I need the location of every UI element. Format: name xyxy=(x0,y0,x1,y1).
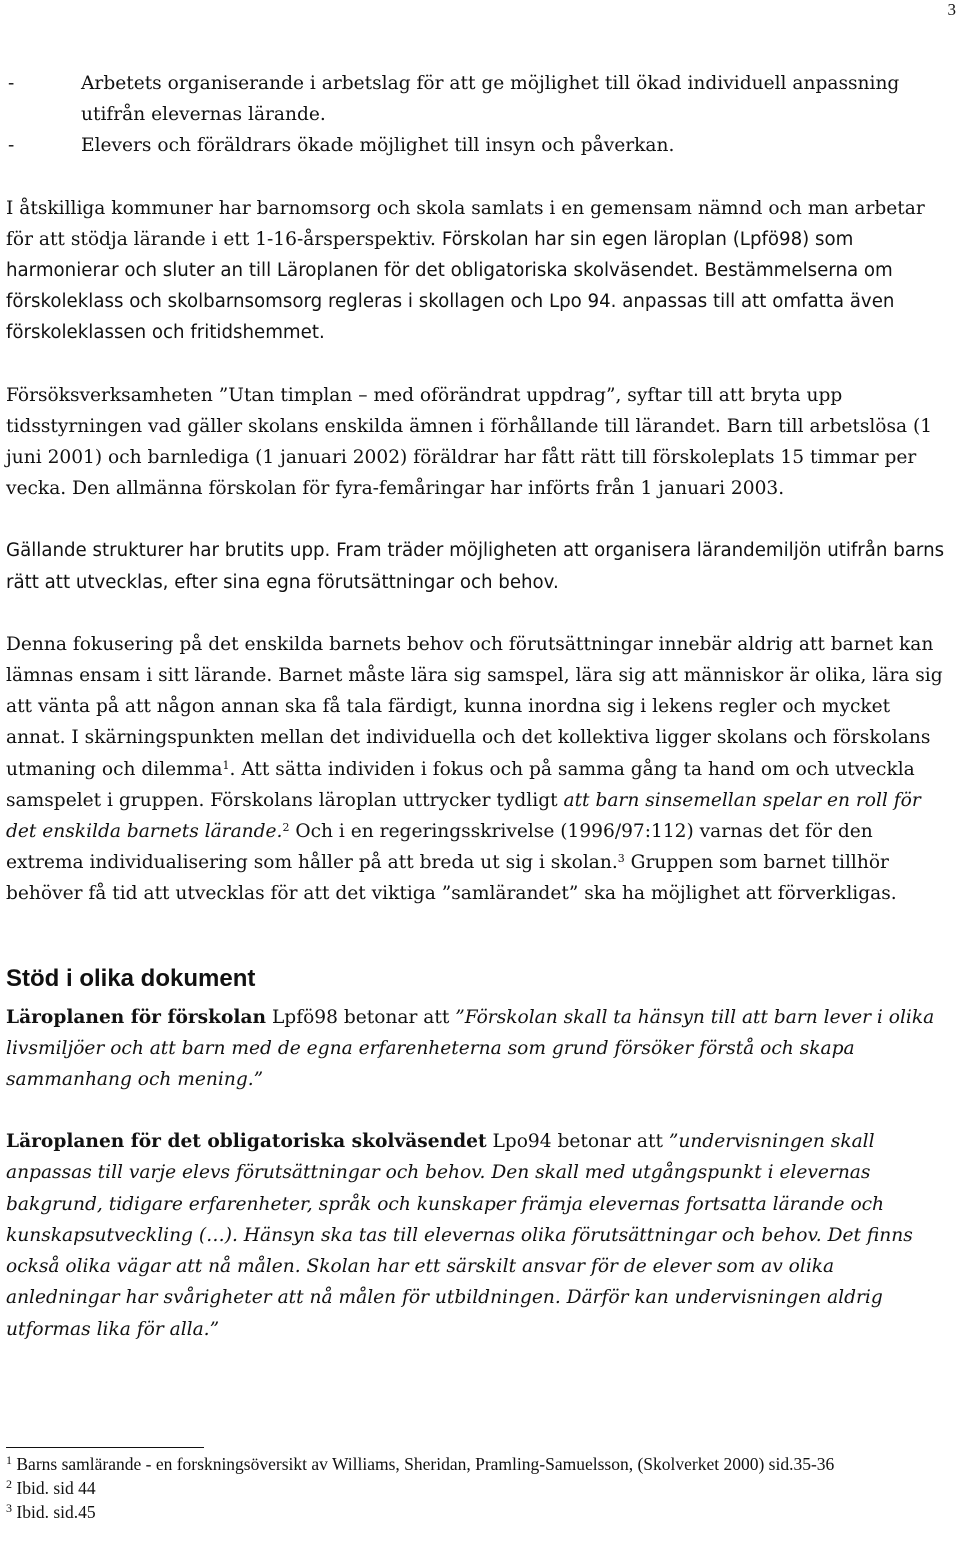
footnote-ref: 1 xyxy=(222,758,230,772)
paragraph-trial: Försöksverksamheten ”Utan timplan – med oförändrat uppdrag”, syftar till att bryta upp tidsstyrningen vad gäller skolans enskilda ämnen i förhållande till lärandet. Barn till arbetslösa (1 juni 2001) och barnlediga (1 januari 2002) föräldrar har fått rätt till förskoleplats 15 timmar per vecka. Den allmänna förskolan för fyra-femåringar har införts från 1 januari 2003. xyxy=(6,384,933,500)
paragraph-text: Denna fokusering på det enskilda barnets behov och förutsättningar innebär aldrig att barnet kan lämnas ensam i sitt lärande. Barnet måste lära sig samspel, lära sig att människor är olika, lära sig att vänta på att någon annan ska få tala färdigt, kunna inordna sig i lekens regler och mycket annat. I skärningspunkten mellan det individuella och det kollektiva ligger skolans och förskolans utmaning och dilemma xyxy=(6,633,943,780)
paragraph-text: Förskolan har sin egen läroplan (Lpfö98) som harmonierar och sluter an till Läroplanen för det obligatoriska skolväsendet. Bestämmelserna om förskoleklass och skolbarnsomsorg regleras i skollagen och Lpo 94. anpassas till att omfatta även förskoleklassen och fritidshemmet. xyxy=(6,228,895,344)
italic-quote: ”undervisningen skall anpassas till varje elevs förutsättningar och behov. Den skall med utgångspunkt i elevernas bakgrund, tidigare erfarenheter, språk och kunskaper främja elevernas fortsatta lärande och kunskapsutveckling (…). Hänsyn ska tas till elevernas olika förutsättningar och behov. Det finns också olika vägar att nå målen. Skolan har ett särskilt ansvar för de elever som av olika anledningar har svårigheter att nå målen för utbildningen. Därför kan undervisningen aldrig utformas lika för alla.” xyxy=(6,1131,913,1340)
paragraph-text: . Att sätta individen i fokus och på samma gång ta hand om och utveckla samspelet i gruppen. Förskolans läroplan uttrycker tydligt xyxy=(6,758,915,811)
paragraph-text: I åtskilliga kommuner har barnomsorg och skola samlats i en gemensam nämnd och man arbetar för att stödja lärande i ett 1-16-årsperspektiv. xyxy=(6,197,925,250)
footnotes xyxy=(6,1452,946,1524)
italic-quote: att barn sinsemellan spelar en roll för det enskilda barnets lärande. xyxy=(6,789,921,843)
footnote-ref: 3 xyxy=(617,852,625,866)
footnote-number: 3 xyxy=(6,1501,12,1515)
list-dash: - xyxy=(8,135,15,157)
footnote-divider xyxy=(6,1447,204,1448)
footnote-text: Ibid. sid.45 xyxy=(16,1502,96,1522)
list-item-text: Elevers och föräldrars ökade möjlighet till insyn och påverkan. xyxy=(81,135,675,157)
paragraph-text: Lpo94 betonar att xyxy=(486,1131,669,1153)
italic-quote: ”Förskolan skall ta hänsyn till att barn lever i olika livsmiljöer och att barn med de egna erfarenheterna som grund försöker förstå och skapa sammanhang och mening.” xyxy=(6,1006,935,1091)
footnote xyxy=(6,1500,946,1524)
paragraph-lpo xyxy=(6,1126,952,1344)
bold-lead: Läroplanen för förskolan xyxy=(6,1006,267,1028)
footnote-number: 1 xyxy=(6,1453,12,1467)
footnote xyxy=(6,1476,946,1500)
footnote xyxy=(6,1452,946,1476)
list-dash: - xyxy=(8,73,15,94)
footnote-text: Ibid. sid 44 xyxy=(16,1478,96,1498)
footnote-number: 2 xyxy=(6,1477,12,1491)
bullet-list xyxy=(6,68,952,162)
footnote-text: Barns samlärande - en forskningsöversikt av Williams, Sheridan, Pramling-Samuelsson, (Skolverket 2000) sid.35-36 xyxy=(16,1454,835,1474)
footnote-ref: 2 xyxy=(282,821,290,835)
paragraph-focus xyxy=(6,629,952,910)
list-item xyxy=(6,68,952,130)
paragraph-lpfo xyxy=(6,1002,952,1096)
list-item-text: Arbetets organiserande i arbetslag för att ge möjlighet till ökad individuell anpassning utifrån elevernas lärande. xyxy=(81,73,900,126)
page-number: 3 xyxy=(947,0,956,19)
paragraph-structures: Gällande strukturer har brutits upp. Fram träder möjligheten att organisera lärandemiljön utifrån barns rätt att utvecklas, efter sina egna förutsättningar och behov. xyxy=(6,540,945,593)
section-heading: Stöd i olika dokument xyxy=(6,964,256,992)
paragraph-text: Och i en regeringsskrivelse (1996/97:112) varnas det för den extrema individualisering som håller på att breda ut sig i skolan. xyxy=(6,821,873,874)
paragraph-text: Gruppen som barnet tillhör behöver få tid att utvecklas för att det viktiga ”samlärandet” ska ha möjlighet att förverkligas. xyxy=(6,852,897,905)
paragraph-text: Lpfö98 betonar att xyxy=(266,1006,456,1028)
bold-lead: Läroplanen för det obligatoriska skolväsendet xyxy=(6,1131,487,1153)
list-item xyxy=(6,130,952,161)
document-body xyxy=(6,68,952,1345)
paragraph-municipalities xyxy=(6,193,952,349)
